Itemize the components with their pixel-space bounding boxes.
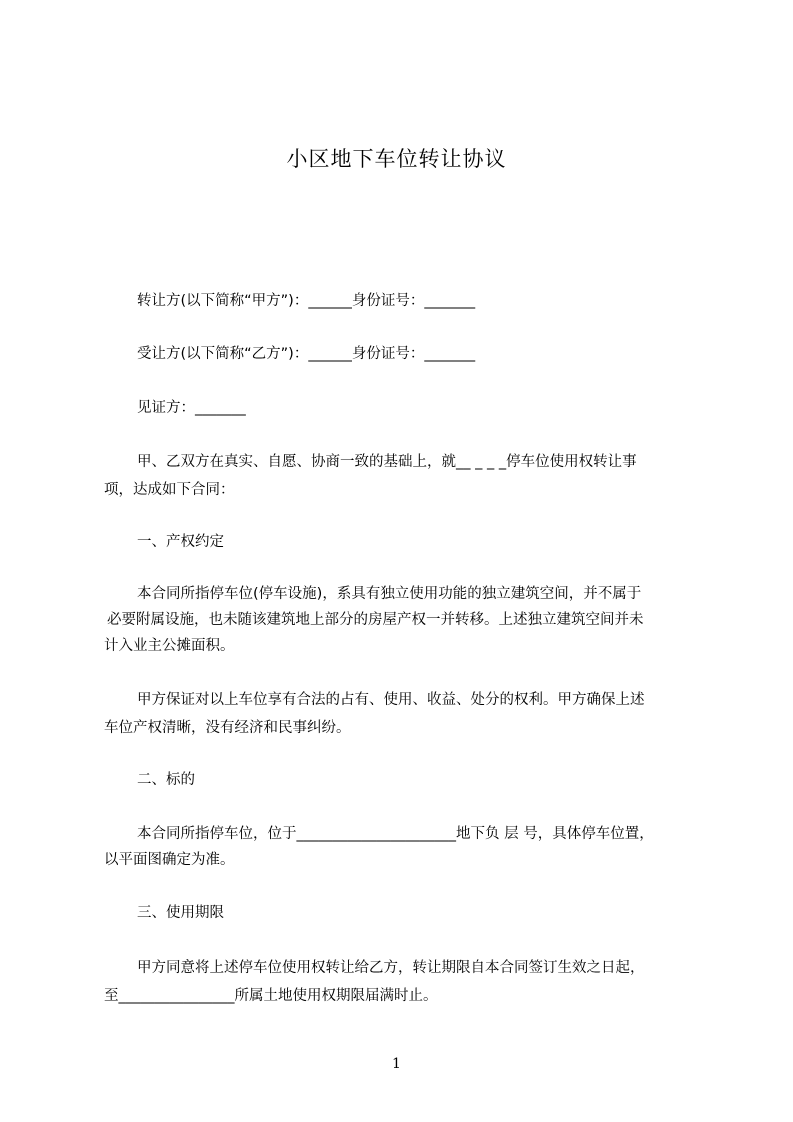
page-number: 1 xyxy=(392,1056,401,1072)
section1-para1-line1: 本合同所指停车位(停车设施)，系具有独立使用功能的独立建筑空间，并不属于 xyxy=(137,586,642,602)
section1-para2-line2: 车位产权清晰，没有经济和民事纠纷。 xyxy=(104,720,351,736)
section3-para-line2: 至________________所属土地使用权期限届满时止。 xyxy=(104,988,438,1004)
section3-heading: 三、使用期限 xyxy=(137,905,224,921)
intro-line-2: 项，达成如下合同： xyxy=(104,482,235,498)
document-title: 小区地下车位转让协议 xyxy=(286,147,507,171)
section2-para-line1: 本合同所指停车位，位于______________________地下负 层 号，具体停车位置， xyxy=(137,826,654,842)
transferee-line: 受让方(以下简称“乙方”)：______身份证号：_______ xyxy=(137,346,476,362)
section1-para1-line2: 必要附属设施，也未随该建筑地上部分的房屋产权一并转移。上述独立建筑空间并未 xyxy=(107,612,644,628)
section1-para1-line3: 计入业主公摊面积。 xyxy=(104,638,235,654)
witness-line: 见证方：_______ xyxy=(137,400,246,416)
section1-heading: 一、产权约定 xyxy=(137,534,224,550)
transferor-line: 转让方(以下简称“甲方”)：______身份证号：_______ xyxy=(137,293,476,309)
section3-para-line1: 甲方同意将上述停车位使用权转让给乙方，转让期限自本合同签订生效之日起， xyxy=(137,960,645,976)
section2-heading: 二、标的 xyxy=(137,772,195,788)
section2-para-line2: 以平面图确定为准。 xyxy=(104,852,235,868)
intro-line-1: 甲、乙双方在真实、自愿、协商一致的基础上，就__ _ _ _停车位使用权转让事 xyxy=(137,454,637,470)
section1-para2-line1: 甲方保证对以上车位享有合法的占有、使用、收益、处分的权利。甲方确保上述 xyxy=(137,692,645,708)
